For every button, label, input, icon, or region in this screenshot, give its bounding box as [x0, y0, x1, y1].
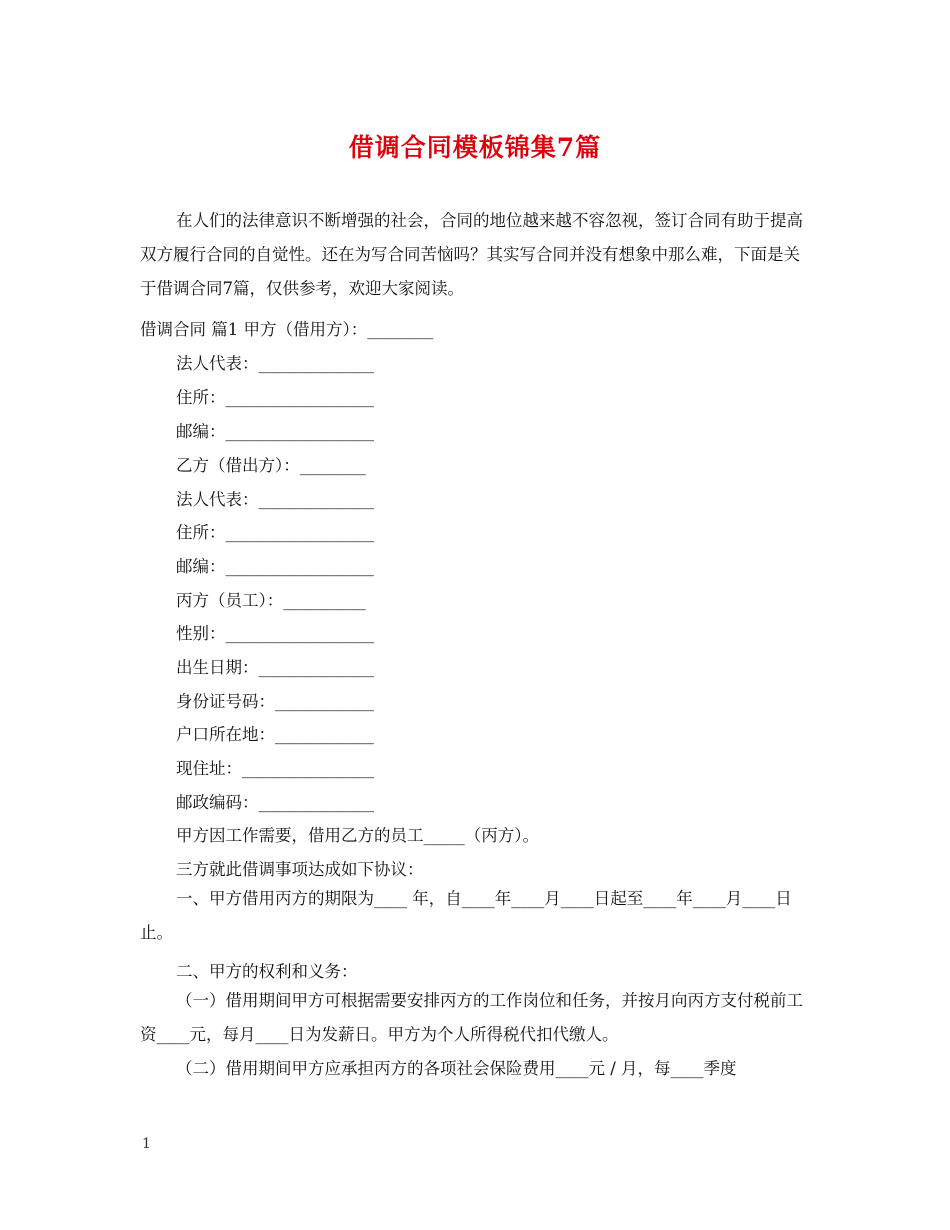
field-address-b: 住所：__________________	[176, 523, 374, 542]
field-birth-date: 出生日期：______________	[176, 658, 374, 677]
clause-2-title: 二、甲方的权利和义务：	[176, 962, 358, 981]
field-id-number: 身份证号码：____________	[176, 692, 374, 711]
field-postal-code: 邮政编码：______________	[176, 793, 374, 812]
field-address-a: 住所：__________________	[176, 388, 374, 407]
field-current-address: 现住址：________________	[176, 759, 374, 778]
document-title: 借调合同模板锦集7篇	[348, 133, 602, 162]
clause-2-1: （一）借用期间甲方可根据需要安排丙方的工作岗位和任务，并按月向丙方支付税前工资____元，每月____日为发薪日。甲方为个人所得税代扣代缴人。	[140, 991, 803, 1044]
field-postcode-a: 邮编：__________________	[176, 422, 374, 441]
field-party-b: 乙方（借出方）：________	[176, 456, 366, 475]
field-gender: 性别：__________________	[176, 624, 374, 643]
field-household: 户口所在地：____________	[176, 725, 374, 744]
field-party-c: 丙方（员工）：__________	[176, 591, 366, 610]
contract-heading: 借调合同 篇1 甲方（借用方）：________	[140, 320, 434, 339]
clause-2-2: （二）借用期间甲方应承担丙方的各项社会保险费用____元 / 月，每____季度	[176, 1059, 737, 1078]
borrow-statement: 甲方因工作需要，借用乙方的员工_____（丙方）。	[176, 826, 539, 845]
intro-paragraph: 在人们的法律意识不断增强的社会，合同的地位越来越不容忽视，签订合同有助于提高双方履行合同的自觉性。还在为写合同苦恼吗？其实写合同并没有想象中那么难，下面是关于借调合同7篇，仅供参考，欢迎大家阅读。	[140, 211, 803, 298]
agreement-statement: 三方就此借调事项达成如下协议：	[176, 860, 424, 879]
field-postcode-b: 邮编：__________________	[176, 557, 374, 576]
field-legal-rep-a: 法人代表：______________	[176, 354, 374, 373]
field-legal-rep-b: 法人代表：______________	[176, 490, 374, 509]
page-number: 1	[142, 1136, 151, 1152]
clause-1: 一、甲方借用丙方的期限为____ 年，自____年____月____日起至____年____月____日止。	[140, 889, 792, 942]
